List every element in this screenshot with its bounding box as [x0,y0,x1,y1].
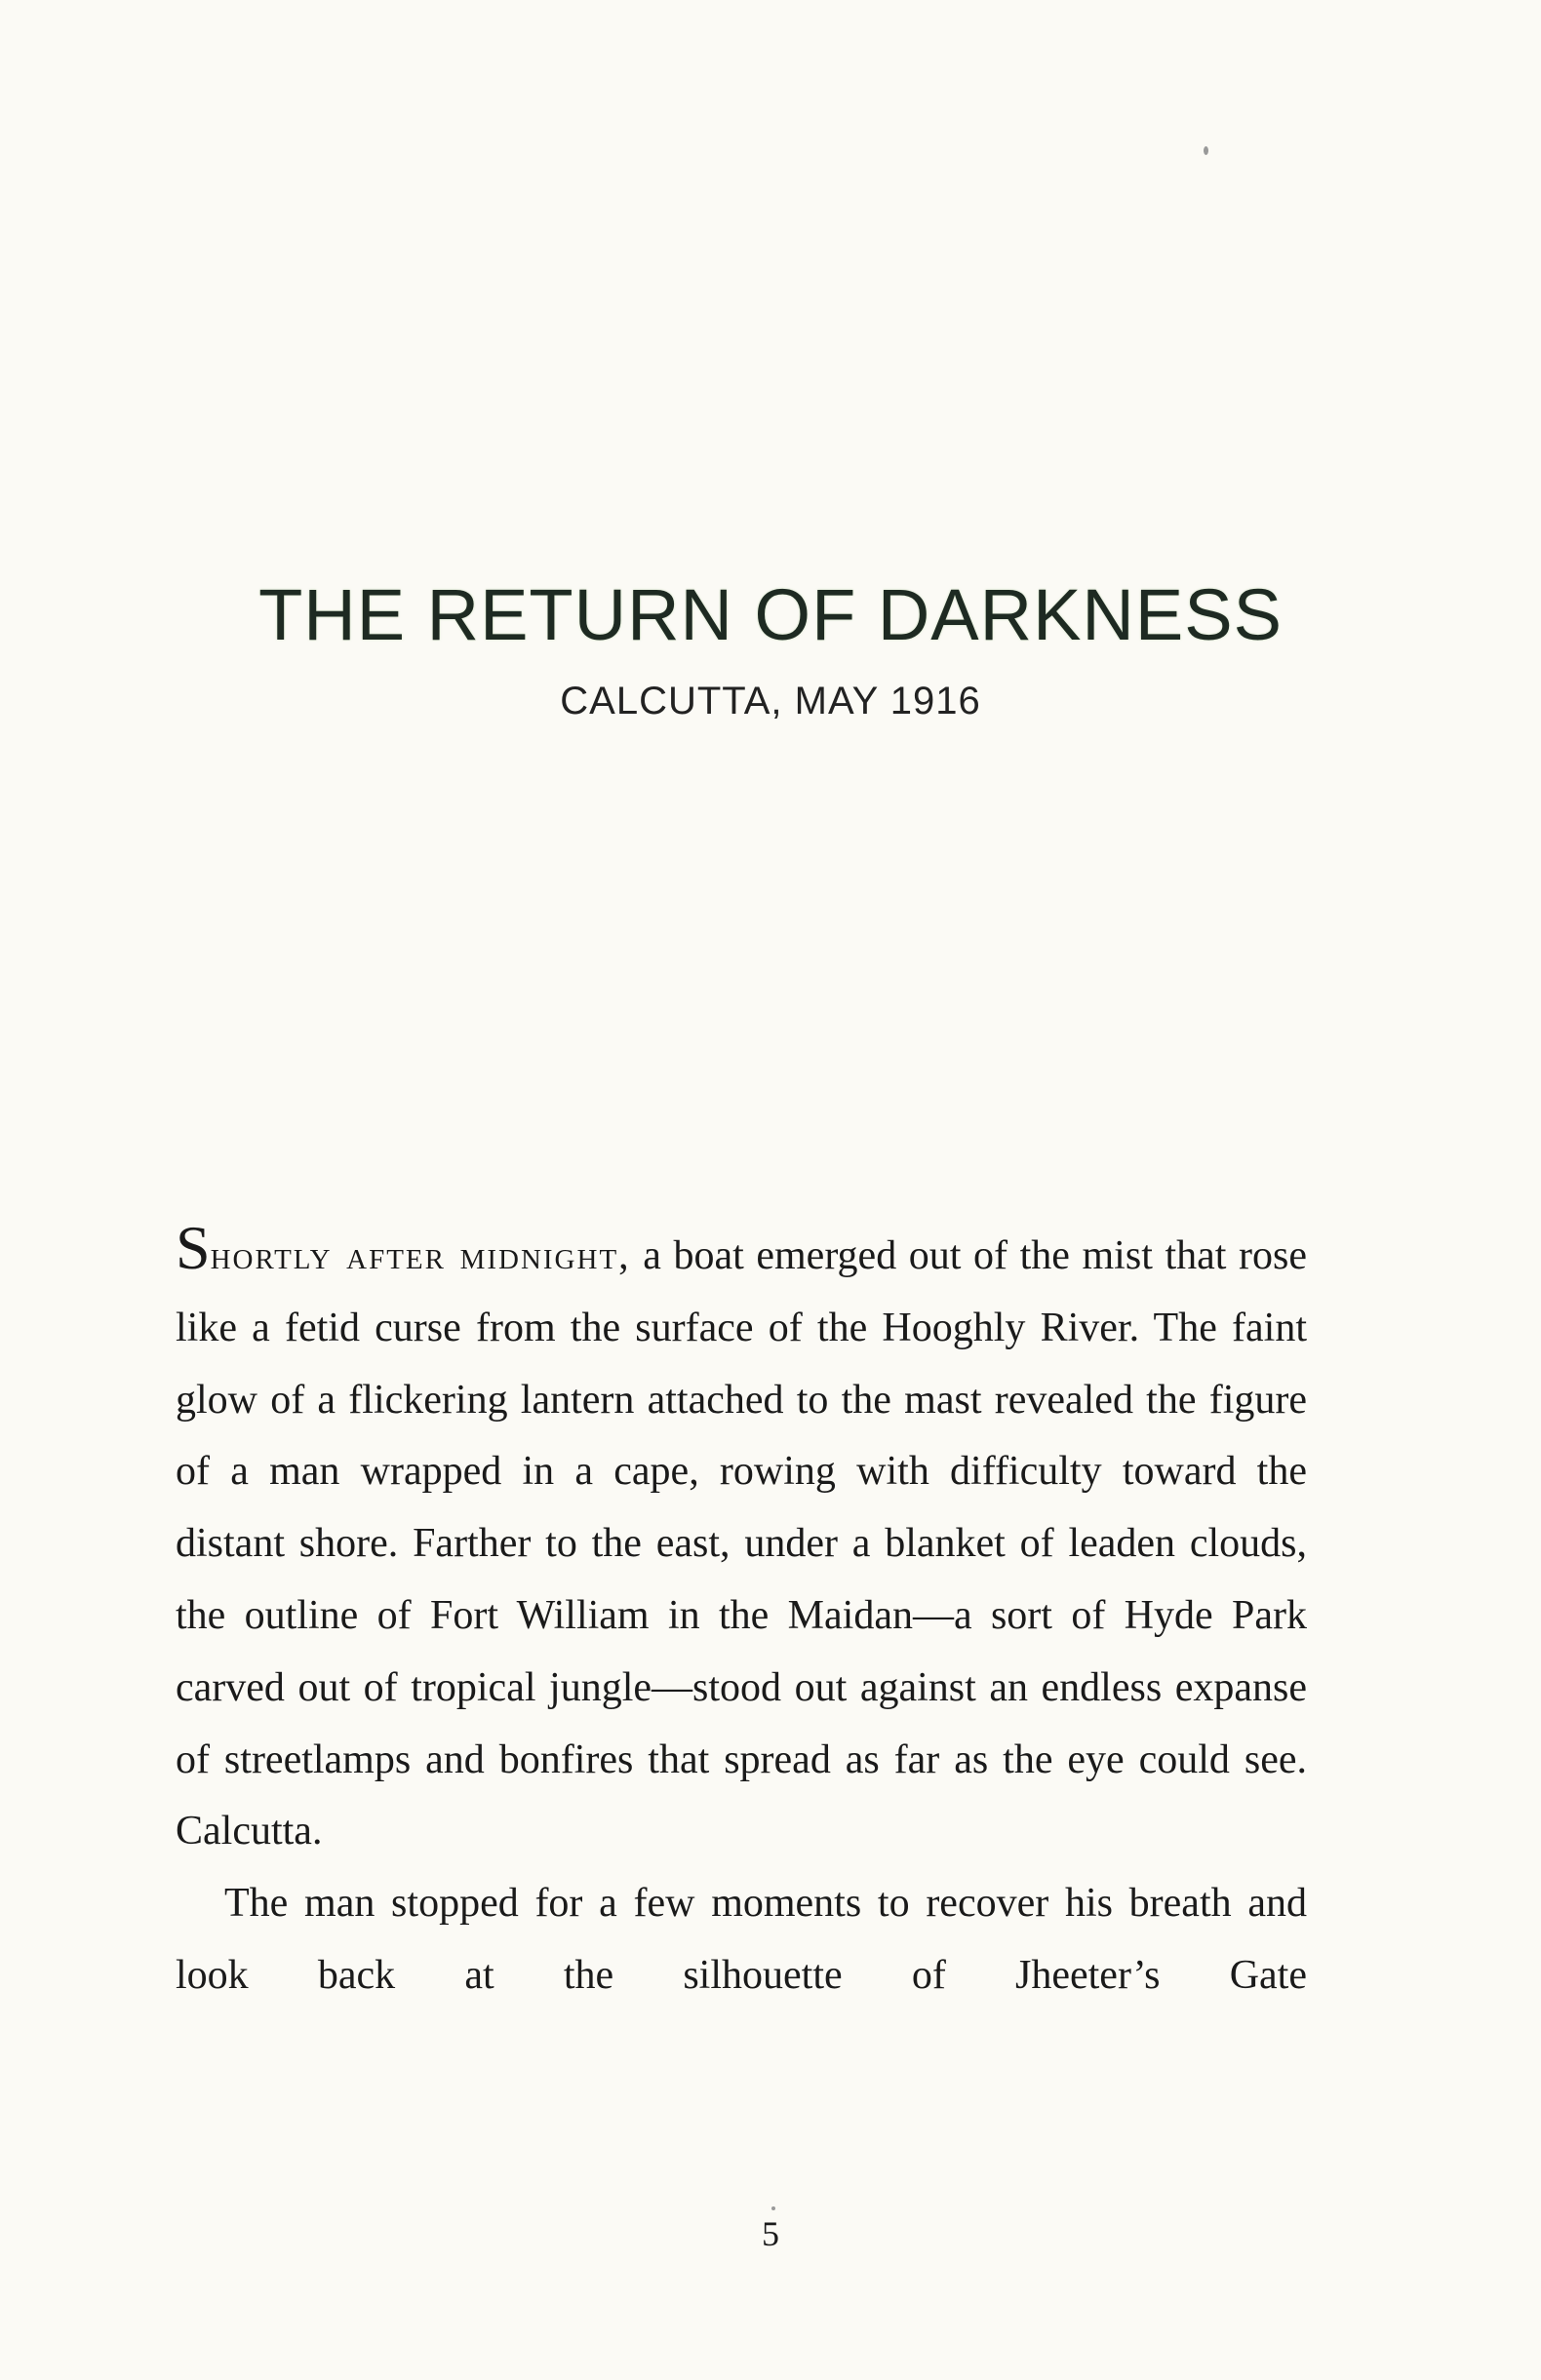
paper-speck [1204,146,1208,155]
lead-initial: S [176,1213,211,1282]
page-number: 5 [762,2214,779,2253]
chapter-title: THE RETURN OF DARKNESS [258,574,1283,655]
paragraph-2: The man stopped for a few moments to recover his breath and look back at the silhouette of Jheeter’s Gate [176,1881,1307,1998]
chapter-subtitle: CALCUTTA, MAY 1916 [560,680,981,722]
lead-smallcaps: hortly after midnight, [210,1233,631,1278]
paragraph-1-text: a boat emerged out of the mist that rose like a fetid curse from the surface of the Hooghly River. The faint glow of a flickering lantern attached to the mast revealed the figure of a man wrapped in a cape, rowing with difficulty toward the distant shore. Farther to the east, under a blanket of leaden clouds, the outline of Fort William in the Maidan—a sort of Hyde Park carved out of tropical jungle—stood out against an endless expanse of streetlamps and bonfires that spread as far as the eye could see. Calcutta. [176,1233,1307,1854]
paper-speck [771,2206,775,2210]
paragraph-1 [176,1213,1307,1868]
body-text [176,1213,1307,2012]
